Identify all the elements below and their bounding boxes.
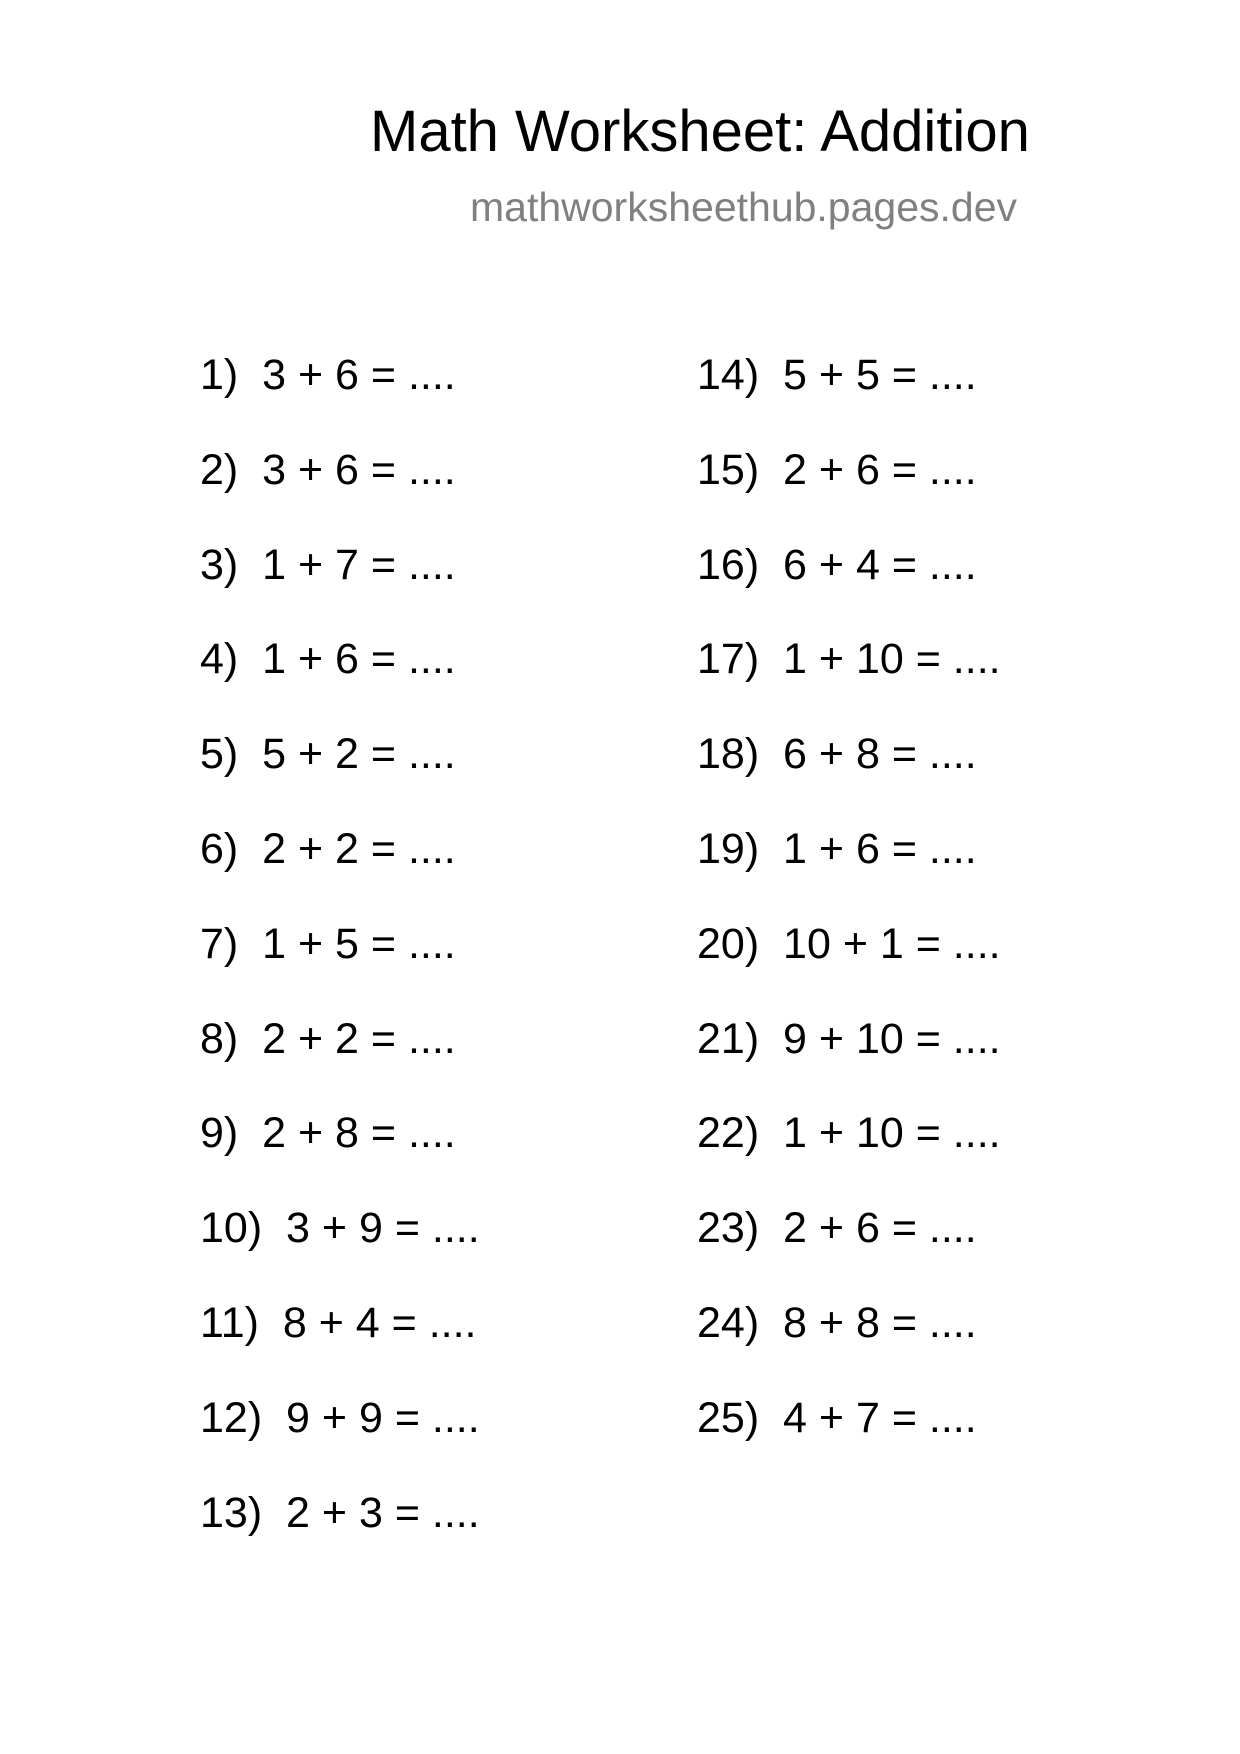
problem-item: 11) 8 + 4 = .... bbox=[200, 1298, 477, 1347]
problem-item: 10) 3 + 9 = .... bbox=[200, 1204, 480, 1253]
problem-item: 3) 1 + 7 = .... bbox=[200, 540, 456, 589]
worksheet-title: Math Worksheet: Addition bbox=[370, 99, 1030, 164]
problem-list-right bbox=[697, 349, 1001, 1487]
problem-item: 13) 2 + 3 = .... bbox=[200, 1488, 480, 1537]
problem-item: 23) 2 + 6 = .... bbox=[697, 1204, 977, 1253]
problem-list-left bbox=[200, 349, 480, 1581]
problem-item: 2) 3 + 6 = .... bbox=[200, 445, 456, 494]
problem-item: 25) 4 + 7 = .... bbox=[697, 1393, 977, 1442]
problem-item: 14) 5 + 5 = .... bbox=[697, 351, 977, 399]
problem-item: 7) 1 + 5 = .... bbox=[200, 919, 456, 968]
problem-item: 1) 3 + 6 = .... bbox=[200, 351, 456, 399]
problem-item: 18) 6 + 8 = .... bbox=[697, 730, 977, 779]
problem-item: 6) 2 + 2 = .... bbox=[200, 824, 456, 873]
problem-item: 16) 6 + 4 = .... bbox=[697, 540, 977, 589]
problem-item: 20) 10 + 1 = .... bbox=[697, 919, 1001, 968]
problem-item: 8) 2 + 2 = .... bbox=[200, 1014, 456, 1063]
problem-item: 4) 1 + 6 = .... bbox=[200, 635, 456, 684]
problem-item: 17) 1 + 10 = .... bbox=[697, 635, 1001, 684]
problem-item: 5) 5 + 2 = .... bbox=[200, 730, 456, 779]
problem-item: 12) 9 + 9 = .... bbox=[200, 1393, 480, 1442]
worksheet-source-url: mathworksheethub.pages.dev bbox=[470, 184, 1018, 230]
problem-item: 22) 1 + 10 = .... bbox=[697, 1109, 1001, 1158]
problem-item: 21) 9 + 10 = .... bbox=[697, 1014, 1001, 1063]
problem-item: 19) 1 + 6 = .... bbox=[697, 824, 977, 873]
problem-item: 15) 2 + 6 = .... bbox=[697, 445, 977, 494]
problem-item: 9) 2 + 8 = .... bbox=[200, 1109, 456, 1158]
problem-item: 24) 8 + 8 = .... bbox=[697, 1298, 977, 1347]
